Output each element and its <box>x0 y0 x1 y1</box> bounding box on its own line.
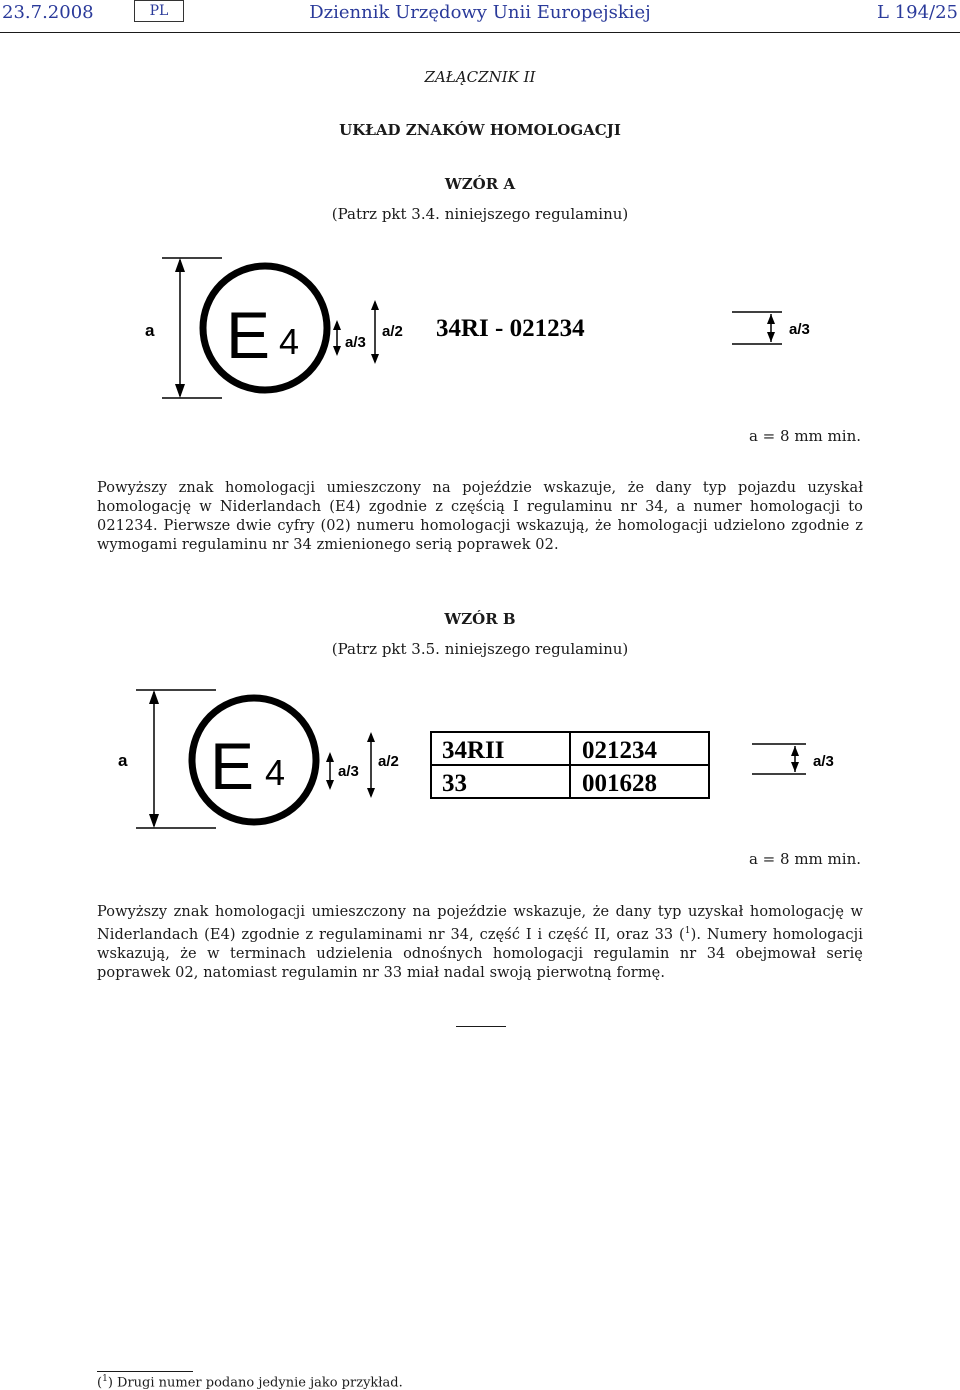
annex-title: ZAŁĄCZNIK II <box>424 68 536 86</box>
model-a-a2-head-up <box>371 300 379 310</box>
journal-title: Dziennik Urzędowy Unii Europejskiej <box>309 2 651 23</box>
model-a-dim-a3-label: a/3 <box>345 334 366 351</box>
annex-subtitle: UKŁAD ZNAKÓW HOMOLOGACJI <box>339 121 621 139</box>
model-b-reference: (Patrz pkt 3.5. niniejszego regulaminu) <box>331 640 629 658</box>
model-a-arrowhead-up <box>175 258 185 272</box>
model-b-heading: WZÓR B <box>444 610 516 628</box>
model-a-dim-a-label: a <box>145 321 155 340</box>
model-a-right-a3-label: a/3 <box>789 321 810 338</box>
model-a-a3-head-down <box>333 346 341 356</box>
model-b-approval-mark <box>0 684 960 834</box>
section-divider <box>456 1026 506 1027</box>
model-a-right-head-up <box>767 314 775 324</box>
model-a-size-note: a = 8 mm min. <box>748 427 861 445</box>
model-b-country-digit: 4 <box>265 752 286 793</box>
model-b-arrowhead-up <box>149 690 159 704</box>
model-a-approval-number: 34RI - 021234 <box>436 315 585 342</box>
model-a-country-digit: 4 <box>279 321 300 362</box>
model-b-description <box>97 903 863 983</box>
model-b-right-head-down <box>791 762 799 772</box>
model-b-dim-a2-label: a/2 <box>378 753 399 770</box>
model-b-a2-head-down <box>367 788 375 798</box>
footnote-rule <box>97 1371 193 1372</box>
model-b-dim-a-label: a <box>118 751 128 770</box>
header-rule <box>0 32 960 33</box>
footnote-text: Drugi numer podano jedynie jako przykład. <box>117 1375 403 1390</box>
model-b-a3-head-down <box>326 780 334 790</box>
model-b-approval-table <box>430 732 710 798</box>
model-a-arrowhead-down <box>175 384 185 398</box>
model-b-size-note: a = 8 mm min. <box>748 850 861 868</box>
model-b-a3-head-up <box>326 752 334 762</box>
footnote: ($^1$) Drugi numer podano jedynie jako przykład. <box>97 1374 403 1390</box>
model-b-right-head-up <box>791 746 799 756</box>
model-a-a2-head-down <box>371 354 379 364</box>
model-a-dim-a2-label: a/2 <box>382 323 403 340</box>
model-b-a2-head-up <box>367 732 375 742</box>
model-a-right-head-down <box>767 332 775 342</box>
table-cell: 021234 <box>582 737 657 764</box>
model-a-description: Powyższy znak homologacji umieszczony na pojeździe wskazuje, że dany typ pojazdu uzyskał homologację w Niderlandach (E4) zgodnie z częścią I regulaminu nr 34, a numer homologacji to 021234. Pierwsze dwie cyfry (02) numeru homologacji wskazują, że homologacji udzielono zgodnie z wymogami regulaminu nr 34 zmienionego serią poprawek 02. <box>97 480 863 553</box>
footnote-reference: 1 <box>684 926 691 936</box>
table-cell: 001628 <box>582 770 657 797</box>
page-reference: L 194/25 <box>877 2 958 23</box>
footnote-marker: 1 <box>102 1374 108 1384</box>
model-a-country-letter: E <box>226 298 271 372</box>
model-b-description-part2: ). Numery homologacji wskazują, że w terminach udzielenia odnośnych homologacji regulamin nr 34 obejmował serię poprawek 02, natomiast regulamin nr 33 miał nadal swoją pierwotną formę. <box>97 926 863 981</box>
model-a-heading: WZÓR A <box>444 175 516 193</box>
model-b-country-letter: E <box>210 729 255 803</box>
model-b-right-a3-label: a/3 <box>813 753 834 770</box>
model-b-dim-a3-label: a/3 <box>338 763 359 780</box>
language-badge: PL <box>134 0 184 22</box>
table-cell: 34RII <box>442 737 505 764</box>
model-b-description-part1: Powyższy znak homologacji umieszczony na pojeździe wskazuje, że dany typ uzyskał homologację w Niderlandach (E4) zgodnie z regulaminami nr 34, część I i część II, oraz 33 ( <box>97 904 863 943</box>
model-a-a3-head-up <box>333 320 341 330</box>
table-cell: 33 <box>442 770 467 797</box>
model-b-arrowhead-down <box>149 814 159 828</box>
header-date: 23.7.2008 <box>2 2 94 23</box>
model-a-reference: (Patrz pkt 3.4. niniejszego regulaminu) <box>331 205 629 223</box>
model-a-approval-mark <box>0 250 960 410</box>
